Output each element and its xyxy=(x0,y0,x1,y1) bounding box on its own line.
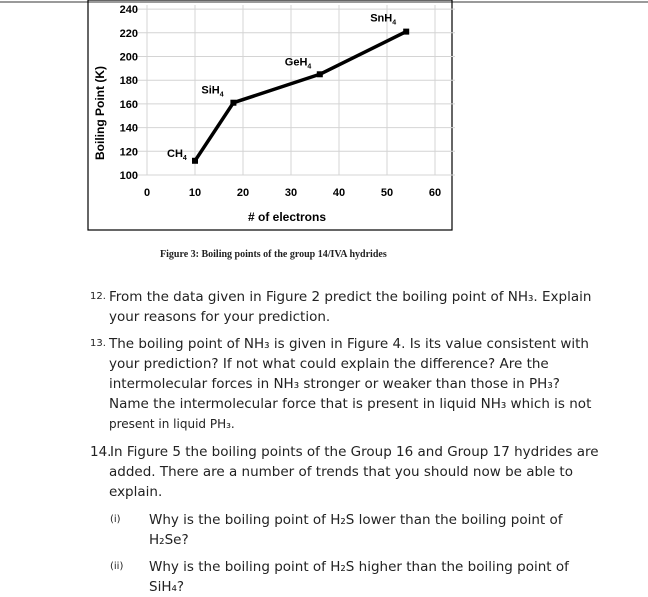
question-line: Name the intermolecular force that is present in liquid NH₃ which is not xyxy=(109,396,592,412)
series-line xyxy=(195,32,406,161)
x-tick-label: 20 xyxy=(236,187,250,199)
y-tick-label: 140 xyxy=(119,122,138,135)
question-line: your prediction? If not what could explain the difference? Are the xyxy=(109,356,549,372)
x-tick-label: 50 xyxy=(380,187,394,199)
data-point-label: $CH_4$ xyxy=(167,147,187,162)
y-axis-label: Boiling Point (K) xyxy=(93,66,107,160)
data-points xyxy=(167,13,409,164)
question-line: intermolecular forces in NH₃ stronger or weaker than those in PH₃? xyxy=(109,376,560,392)
question-line: In Figure 5 the boiling points of the Group 16 and Group 17 hydrides are xyxy=(110,444,599,460)
question-line: your reasons for your prediction. xyxy=(109,309,331,325)
data-point-label: GeH$_4$ xyxy=(284,56,312,71)
subquestion-line: SiH₄? xyxy=(149,579,185,595)
data-point-marker xyxy=(317,71,323,77)
data-point-label: SiH$_4$ xyxy=(201,84,224,99)
boiling-point-chart xyxy=(0,0,648,240)
y-tick-label: 100 xyxy=(119,170,138,182)
question-number: 14. xyxy=(90,444,112,460)
x-tick-label: 40 xyxy=(332,187,346,199)
y-tick-label: 180 xyxy=(119,75,138,88)
y-tick-labels xyxy=(120,4,138,182)
subquestion-number: (ii) xyxy=(110,561,124,572)
question-line: The boiling point of NH₃ is given in Figure 4. Is its value consistent with xyxy=(109,336,589,352)
question-line: present in liquid PH₃. xyxy=(109,417,235,431)
y-tick-label: 220 xyxy=(119,27,138,40)
data-point-marker xyxy=(230,100,236,106)
subquestion-line: Why is the boiling point of H₂S lower than the boiling point of xyxy=(149,512,563,528)
x-axis-label: # of electrons xyxy=(247,210,327,224)
y-tick-label: 200 xyxy=(119,51,138,64)
x-tick-label: 30 xyxy=(284,187,298,199)
subquestion-line: Why is the boiling point of H₂S higher than the boiling point of xyxy=(149,559,569,575)
subquestion-line: H₂Se? xyxy=(149,532,189,548)
y-tick-label: 160 xyxy=(119,98,138,111)
x-tick-label: 60 xyxy=(428,187,442,199)
figure-caption: Figure 3: Boiling points of the group 14/IVA hydrides xyxy=(160,249,387,260)
y-tick-label: 120 xyxy=(119,146,138,159)
x-tick-label: 0 xyxy=(143,187,151,199)
y-tick-label: 240 xyxy=(119,4,138,17)
question-line: added. There are a number of trends that you should now be able to xyxy=(109,464,573,480)
data-point-marker xyxy=(403,29,409,35)
question-number: 12. xyxy=(90,291,106,302)
question-number: 13. xyxy=(90,338,106,349)
x-tick-label: 10 xyxy=(188,187,202,199)
x-tick-labels xyxy=(144,187,441,199)
data-point-marker xyxy=(192,158,198,164)
question-line: explain. xyxy=(109,484,163,500)
question-line: From the data given in Figure 2 predict the boiling point of NH₃. Explain xyxy=(109,289,592,305)
data-point-label: SnH$_4$ xyxy=(370,12,397,27)
subquestion-number: (i) xyxy=(110,514,121,525)
